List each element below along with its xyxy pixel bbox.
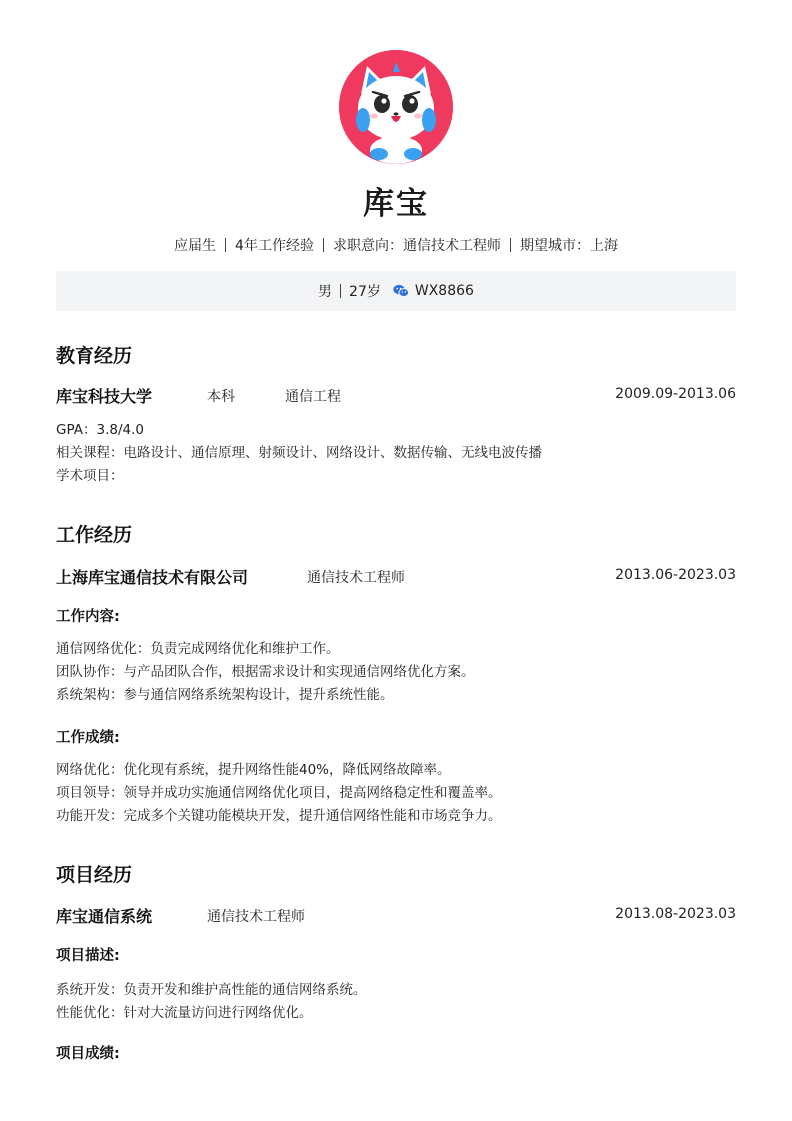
work-results-list <box>56 759 736 828</box>
candidate-name: 库宝 <box>363 186 429 222</box>
education-date: 2009.09-2013.06 <box>615 386 736 402</box>
work-entry-header <box>56 565 736 589</box>
list-item: 系统开发：负责开发和维护高性能的通信网络系统。 <box>56 982 367 998</box>
courses-line: 相关课程：电路设计、通信原理、射频设计、网络设计、数据传输、无线电波传播 <box>56 445 542 461</box>
degree-text: 本科 <box>207 389 235 405</box>
project-date: 2013.08-2023.03 <box>615 906 736 922</box>
work-content-title: 工作内容: <box>56 609 120 625</box>
school-name: 库宝科技大学 <box>56 387 153 406</box>
project-results-title: 项目成绩: <box>56 1046 120 1062</box>
list-item: 性能优化：针对大流量访问进行网络优化。 <box>56 1005 313 1021</box>
list-item: 功能开发：完成多个关键功能模块开发，提升通信网络性能和市场竞争力。 <box>56 808 502 824</box>
list-item: 团队协作：与产品团队合作，根据需求设计和实现通信网络优化方案。 <box>56 664 475 680</box>
divider <box>225 238 226 252</box>
work-section-title: 工作经历 <box>56 524 133 546</box>
work-results-title: 工作成绩: <box>56 730 120 746</box>
project-role-text: 通信技术工程师 <box>207 909 305 925</box>
gender-text: 男 <box>318 284 333 300</box>
age-text: 27岁 <box>349 284 381 300</box>
project-name: 库宝通信系统 <box>56 907 153 926</box>
divider <box>323 238 324 252</box>
project-section-title: 项目经历 <box>56 864 133 886</box>
education-section-title: 教育经历 <box>56 345 133 367</box>
wechat-id-text: WX8866 <box>414 283 474 299</box>
project-description-title: 项目描述: <box>56 948 120 964</box>
project-entry-header <box>56 904 736 928</box>
education-details <box>56 419 736 488</box>
contact-bar <box>56 271 736 311</box>
divider <box>340 284 341 298</box>
major-text: 通信工程 <box>285 389 341 405</box>
list-item: 系统架构：参与通信网络系统架构设计，提升系统性能。 <box>56 687 394 703</box>
company-name: 上海库宝通信技术有限公司 <box>56 568 249 587</box>
work-date: 2013.06-2023.03 <box>615 567 736 583</box>
list-item: 网络优化：优化现有系统，提升网络性能40%，降低网络故障率。 <box>56 762 451 778</box>
list-item: 项目领导：领导并成功实施通信网络优化项目，提高网络稳定性和覆盖率。 <box>56 785 502 801</box>
experience-text: 4年工作经验 <box>235 238 314 254</box>
divider <box>510 238 511 252</box>
project-description-list <box>56 979 736 1025</box>
cat-mascot-icon <box>339 50 453 164</box>
academic-projects-line: 学术项目： <box>56 468 124 484</box>
education-entry-header <box>56 384 736 408</box>
expected-city-text: 期望城市：上海 <box>519 238 618 254</box>
status-text: 应届生 <box>174 238 217 254</box>
gpa-line: GPA：3.8/4.0 <box>56 422 144 438</box>
avatar <box>339 50 453 164</box>
work-content-list <box>56 638 736 707</box>
summary-line <box>0 235 792 255</box>
list-item: 通信网络优化：负责完成网络优化和维护工作。 <box>56 641 340 657</box>
job-intention-text: 求职意向：通信技术工程师 <box>332 238 501 254</box>
wechat-icon <box>393 284 409 298</box>
position-text: 通信技术工程师 <box>307 570 405 586</box>
